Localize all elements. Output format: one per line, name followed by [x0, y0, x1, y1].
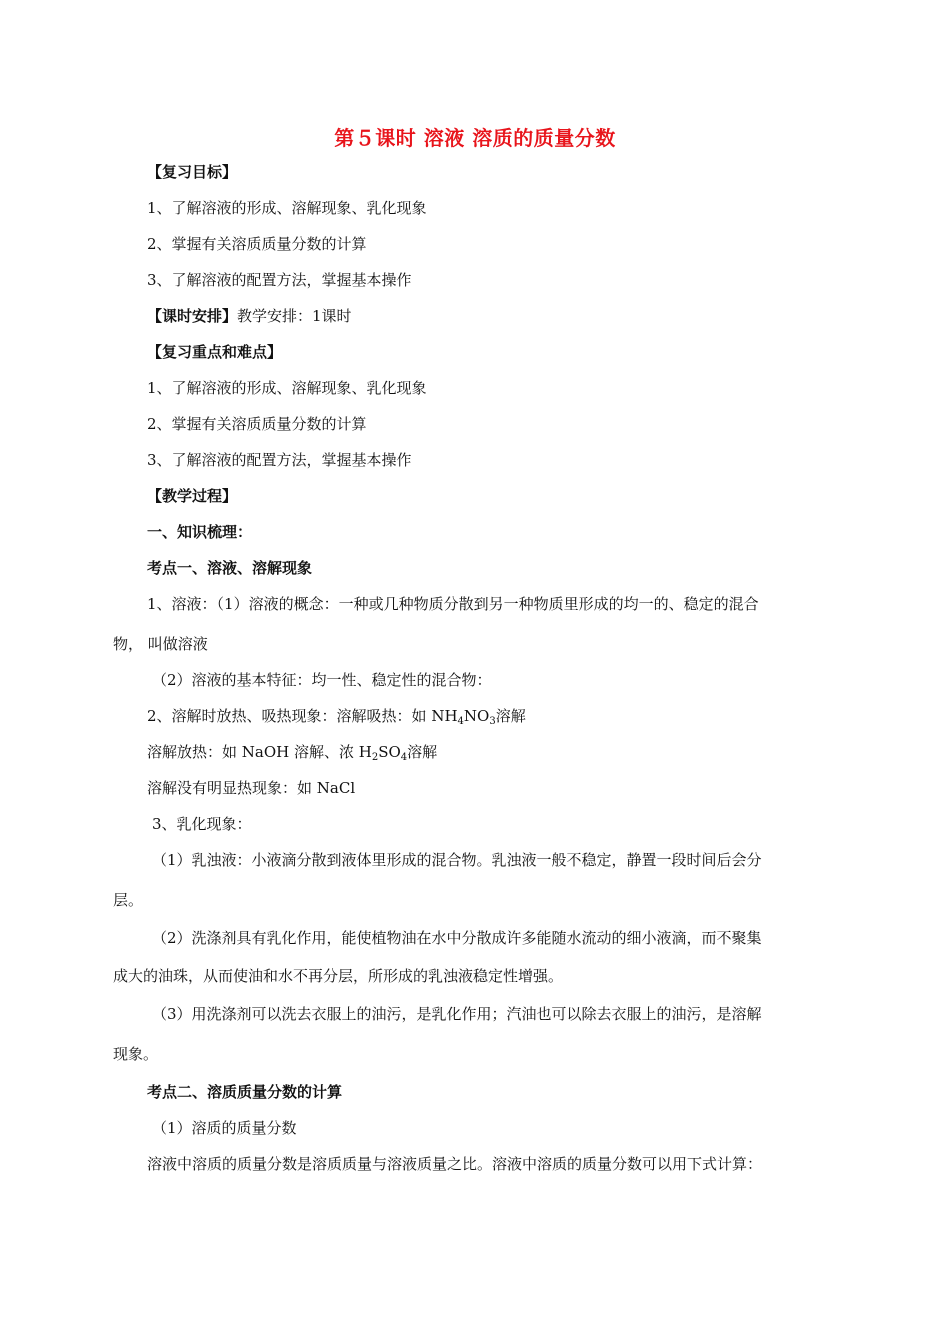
text-run: NO: [463, 707, 490, 725]
subscript: 2: [371, 752, 379, 763]
focus-item: 3、了解溶液的配置方法，掌握基本操作: [147, 451, 412, 469]
paragraph-line: 溶液中溶质的质量分数是溶质质量与溶液质量之比。溶液中溶质的质量分数可以用下式计算：: [147, 1155, 763, 1173]
heading-focus: 【复习重点和难点】: [147, 343, 283, 361]
goal-item: 3、了解溶液的配置方法，掌握基本操作: [147, 271, 412, 289]
subscript: 4: [400, 752, 408, 763]
goal-item: 2、掌握有关溶质质量分数的计算: [147, 235, 367, 253]
paragraph-line: 层。: [113, 891, 144, 909]
paragraph-line: 溶解没有明显热现象：如 NaCl: [147, 779, 356, 797]
paragraph-line: （2）洗涤剂具有乳化作用，能使植物油在水中分散成许多能随水流动的细小液滴，而不聚集: [152, 929, 762, 947]
paragraph-line: [147, 742, 437, 762]
keypoint-2-heading: 考点二、溶质质量分数的计算: [147, 1083, 343, 1101]
paragraph-line: 现象。: [113, 1045, 159, 1063]
focus-item: 1、了解溶液的形成、溶解现象、乳化现象: [147, 379, 427, 397]
paragraph-line: （1）乳浊液：小液滴分散到液体里形成的混合物。乳浊液一般不稳定，静置一段时间后会分: [152, 851, 762, 869]
paragraph-line: （2）溶液的基本特征：均一性、稳定性的混合物：: [152, 671, 492, 689]
text-run: 溶解: [407, 743, 438, 761]
paragraph-line: （1）溶质的质量分数: [152, 1119, 297, 1137]
focus-item: 2、掌握有关溶质质量分数的计算: [147, 415, 367, 433]
paragraph-line: （3）用洗涤剂可以洗去衣服上的油污，是乳化作用；汽油也可以除去衣服上的油污，是溶解: [152, 1005, 762, 1023]
subscript: 4: [457, 716, 464, 727]
paragraph-line: 1、溶液：（1）溶液的概念：一种或几种物质分散到另一种物质里形成的均一的、稳定的混合: [147, 595, 759, 613]
text-run: 2、溶解时放热、吸热现象：溶解吸热：如 NH: [147, 707, 458, 725]
schedule-line: [147, 306, 352, 326]
paragraph-line: [147, 706, 526, 726]
goal-item: 1、了解溶液的形成、溶解现象、乳化现象: [147, 199, 427, 217]
page-title: 第５课时 溶液 溶质的质量分数: [334, 126, 616, 150]
keypoint-1-heading: 考点一、溶液、溶解现象: [147, 559, 313, 577]
text-run: 溶解: [495, 707, 526, 725]
paragraph-line: 成大的油珠，从而使油和水不再分层，所形成的乳浊液稳定性增强。: [113, 967, 564, 985]
heading-process: 【教学过程】: [147, 487, 238, 505]
schedule-text: 教学安排：1课时: [237, 307, 352, 325]
paragraph-line: 物， 叫做溶液: [113, 635, 208, 653]
section-knowledge: 一、知识梳理：: [147, 523, 253, 541]
heading-review-goals: 【复习目标】: [147, 163, 238, 181]
text-run: 溶解放热：如 NaOH 溶解、浓 H: [147, 743, 372, 761]
subscript: 3: [489, 716, 496, 727]
text-run: SO: [378, 743, 401, 761]
paragraph-line: 3、乳化现象：: [152, 815, 252, 833]
heading-schedule: 【课时安排】: [147, 307, 238, 325]
